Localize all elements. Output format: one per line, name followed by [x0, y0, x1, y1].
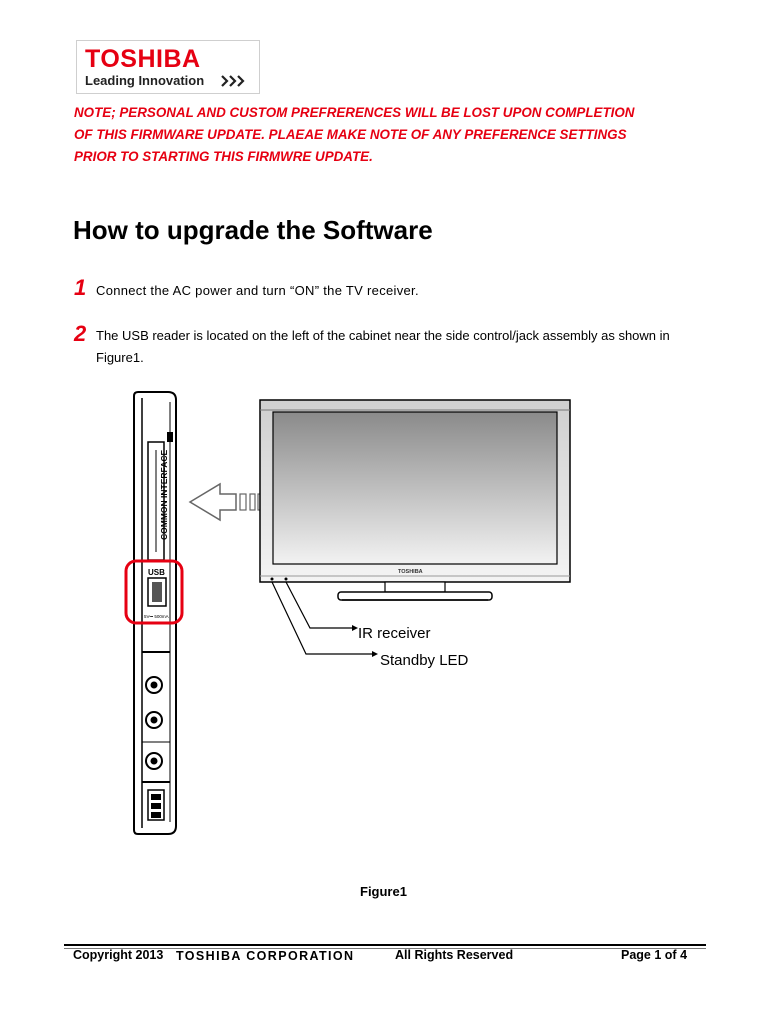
note-line: OF THIS FIRMWARE UPDATE. PLAEAE MAKE NOTE OF ANY PREFERENCE SETTINGS: [74, 127, 627, 142]
usb-label: USB: [148, 568, 165, 577]
chevrons-icon: [221, 75, 249, 87]
usb-power-label: 5V⎓ 500mA: [144, 614, 169, 619]
step-text: Connect the AC power and turn “ON” the TV receiver.: [96, 283, 419, 298]
figure-illustration: [110, 382, 670, 842]
footer-rights: All Rights Reserved: [395, 948, 514, 962]
firmware-warning-note: [74, 102, 714, 168]
standby-led-callout: Standby LED: [380, 652, 469, 669]
ir-receiver-callout: IR receiver: [358, 625, 431, 642]
note-line: PRIOR TO STARTING THIS FIRMWRE UPDATE.: [74, 149, 373, 164]
direction-arrow: [190, 484, 262, 520]
logo-brand-text: TOSHIBA: [85, 45, 201, 73]
tv-usb-location-figure: [110, 382, 670, 842]
page-of: of: [661, 948, 681, 962]
footer-company: TOSHIBA CORPORATION: [176, 949, 355, 963]
tv-brand-label: TOSHIBA: [398, 569, 423, 575]
step-text-line: Figure1.: [96, 350, 144, 365]
toshiba-logo: [76, 40, 260, 94]
footer-copyright: Copyright 2013: [73, 948, 164, 962]
page-indicator: [621, 946, 687, 964]
step-number: 2: [74, 321, 87, 346]
tv-side-panel: [134, 392, 176, 834]
common-interface-label: COMMON INTERFACE: [159, 449, 169, 540]
figure-caption: Figure1: [360, 884, 407, 899]
page-total: 4: [680, 948, 688, 962]
page-title: How to upgrade the Software: [73, 215, 433, 245]
page-prefix: Page: [621, 948, 655, 962]
logo-tagline: Leading Innovation: [85, 73, 205, 88]
page-current: 1: [654, 948, 662, 962]
step-number: 1: [74, 275, 87, 300]
step-text-line: The USB reader is located on the left of the cabinet near the side control/jack assembly as shown in: [96, 328, 670, 343]
note-line: NOTE; PERSONAL AND CUSTOM PREFRERENCES WILL BE LOST UPON COMPLETION: [74, 105, 635, 120]
